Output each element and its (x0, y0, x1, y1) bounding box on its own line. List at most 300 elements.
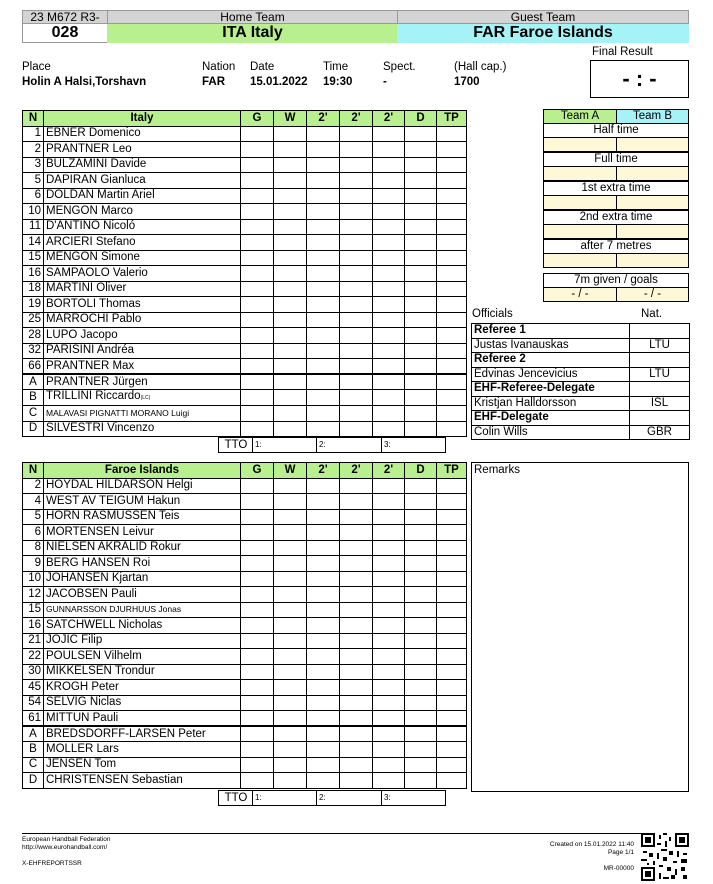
stat-cell-2min-2 (340, 219, 373, 235)
player-name (44, 680, 241, 696)
player-row (23, 343, 467, 359)
stat-cell-2min-3 (373, 142, 405, 158)
stat-cell-2min-2 (340, 173, 373, 189)
score-period-label: Full time (543, 152, 689, 167)
player-number: 11 (23, 219, 44, 235)
stat-cell-2min-3 (373, 556, 405, 572)
stat-cell-w (274, 142, 307, 158)
date-label: Date (250, 61, 275, 73)
home-team-label: Home Team (107, 10, 398, 24)
stat-cell-2min-1 (307, 509, 340, 525)
tto-slot-2: 2: (316, 438, 381, 452)
stat-cell-2min-2 (340, 540, 373, 556)
player-row (23, 633, 467, 649)
stat-cell-2min-3 (373, 266, 405, 282)
stat-cell-tp (437, 188, 467, 204)
player-row (23, 359, 467, 375)
stat-cell-d (405, 312, 437, 328)
stat-cell-g (241, 540, 274, 556)
player-row (23, 680, 467, 696)
official-nationality: LTU (630, 338, 690, 353)
stat-cell-2min-2 (340, 494, 373, 510)
stat-cell-2min-2 (340, 556, 373, 572)
player-number: 14 (23, 235, 44, 251)
stat-cell-g (241, 556, 274, 572)
stat-cell-g (241, 726, 274, 742)
stat-cell-tp (437, 421, 467, 437)
stat-cell-2min-1 (307, 312, 340, 328)
stat-cell-w (274, 374, 307, 390)
stat-cell-2min-2 (340, 649, 373, 665)
player-name (44, 219, 241, 235)
stat-cell-g (241, 587, 274, 603)
stat-cell-tp (437, 773, 467, 789)
stat-cell-g (241, 680, 274, 696)
stat-cell-2min-1 (307, 250, 340, 266)
player-name (44, 618, 241, 634)
stat-cell-2min-1 (307, 204, 340, 220)
player-number: 9 (23, 556, 44, 572)
hallcap-label: (Hall cap.) (454, 61, 507, 73)
stat-cell-d (405, 540, 437, 556)
team-b-header-row (23, 463, 467, 479)
stat-cell-2min-3 (373, 726, 405, 742)
name-text: JENSEN Tom (46, 758, 117, 771)
player-name (44, 188, 241, 204)
player-name (44, 173, 241, 189)
spect-value: - (383, 76, 387, 88)
player-number: 5 (23, 509, 44, 525)
official-role-row (472, 353, 690, 368)
nationality-label: Nat. (641, 308, 663, 320)
stat-cell-2min-2 (340, 250, 373, 266)
team-b-tto-row (218, 790, 446, 806)
stat-cell-tp (437, 726, 467, 742)
name-text: MITTUN Pauli (46, 711, 119, 724)
name-text: PARISINI Andréa (46, 344, 134, 357)
spect-label: Spect. (383, 61, 416, 73)
stat-cell-d (405, 618, 437, 634)
score-period-label: Half time (543, 123, 689, 138)
stat-cell-tp (437, 556, 467, 572)
stat-cell-tp (437, 509, 467, 525)
stat-cell-2min-3 (373, 374, 405, 390)
official-letter: B (23, 742, 44, 758)
team-b-name: Faroe Islands (44, 463, 241, 479)
stat-cell-2min-3 (373, 602, 405, 618)
stat-cell-2min-3 (373, 571, 405, 587)
stat-cell-2min-3 (373, 478, 405, 494)
stat-cell-w (274, 649, 307, 665)
stat-cell-d (405, 556, 437, 572)
player-number: 6 (23, 188, 44, 204)
stat-cell-2min-2 (340, 235, 373, 251)
footer-report-id: X-EHFREPORTSSR (22, 860, 82, 867)
player-number: 6 (23, 525, 44, 541)
name-text: KROGH Peter (46, 680, 119, 693)
name-text: NIELSEN AKRALID Rokur (46, 541, 181, 554)
name-text: JOHANSEN Kjartan (46, 572, 149, 585)
name-text: LUPO Jacopo (46, 328, 118, 341)
player-number: 5 (23, 173, 44, 189)
official-person-row (472, 396, 690, 411)
team-official-row (23, 374, 467, 390)
stat-cell-tp (437, 250, 467, 266)
stat-cell-g (241, 757, 274, 773)
player-row (23, 235, 467, 251)
player-name (44, 266, 241, 282)
stat-cell-2min-2 (340, 281, 373, 297)
official-letter: A (23, 374, 44, 390)
player-name (44, 343, 241, 359)
stat-cell-d (405, 757, 437, 773)
stat-cell-2min-3 (373, 711, 405, 727)
stat-cell-2min-1 (307, 633, 340, 649)
stat-cell-2min-1 (307, 359, 340, 375)
stat-cell-w (274, 587, 307, 603)
stat-cell-d (405, 204, 437, 220)
stat-cell-d (405, 571, 437, 587)
stat-cell-w (274, 556, 307, 572)
score-team-b-cell (616, 195, 689, 210)
stat-cell-2min-1 (307, 219, 340, 235)
stat-cell-2min-2 (340, 773, 373, 789)
name-text: PRANTNER Leo (46, 142, 132, 155)
name-text: SILVESTRI Vincenzo (46, 422, 155, 435)
name-text: GUNNARSSON DJURHUUS Jonas (46, 604, 182, 615)
team-official-row (23, 406, 467, 422)
player-number: 19 (23, 297, 44, 313)
stat-cell-tp (437, 328, 467, 344)
stat-cell-d (405, 235, 437, 251)
player-number: 15 (23, 250, 44, 266)
stat-cell-2min-3 (373, 525, 405, 541)
player-row (23, 328, 467, 344)
player-row (23, 297, 467, 313)
stat-cell-2min-3 (373, 695, 405, 711)
stat-cell-2min-3 (373, 664, 405, 680)
team-official-row (23, 742, 467, 758)
stat-cell-2min-3 (373, 494, 405, 510)
seven-m-team-a: - / - (543, 287, 617, 302)
name-text: BREDSDORFF-LARSEN Peter (46, 727, 206, 740)
player-number: 1 (23, 126, 44, 142)
tto-slot-3: 3: (381, 791, 446, 805)
score-period-label: 2nd extra time (543, 210, 689, 225)
col-w: W (274, 463, 307, 479)
stat-cell-d (405, 343, 437, 359)
stat-cell-g (241, 633, 274, 649)
date-value: 15.01.2022 (250, 76, 308, 88)
official-nationality (630, 324, 690, 339)
player-row (23, 664, 467, 680)
stat-cell-w (274, 157, 307, 173)
stat-cell-2min-3 (373, 406, 405, 422)
stat-cell-2min-3 (373, 343, 405, 359)
stat-cell-2min-3 (373, 509, 405, 525)
stat-cell-2min-2 (340, 328, 373, 344)
official-role-row (472, 324, 690, 339)
footer-org: European Handball Federation (22, 836, 111, 843)
stat-cell-g (241, 421, 274, 437)
seven-m-team-b: - / - (616, 287, 689, 302)
stat-cell-2min-1 (307, 726, 340, 742)
stat-cell-g (241, 571, 274, 587)
stat-cell-2min-2 (340, 680, 373, 696)
player-row (23, 649, 467, 665)
stat-cell-tp (437, 494, 467, 510)
score-team-a-cell (543, 166, 617, 181)
player-row (23, 173, 467, 189)
player-name (44, 633, 241, 649)
stat-cell-w (274, 602, 307, 618)
score-team-b-cell (616, 224, 689, 239)
stat-cell-2min-2 (340, 525, 373, 541)
stat-cell-2min-2 (340, 726, 373, 742)
stat-cell-w (274, 494, 307, 510)
name-text: MENGON Simone (46, 251, 140, 264)
player-row (23, 571, 467, 587)
official-letter: A (23, 726, 44, 742)
stat-cell-d (405, 390, 437, 406)
stat-cell-d (405, 478, 437, 494)
player-number: 30 (23, 664, 44, 680)
stat-cell-w (274, 359, 307, 375)
name-text: PRANTNER Jürgen (46, 375, 148, 388)
stat-cell-2min-1 (307, 421, 340, 437)
player-name (44, 281, 241, 297)
name-text: MENGON Marco (46, 204, 133, 217)
player-name (44, 695, 241, 711)
home-team-name: ITA Italy (107, 24, 398, 43)
stat-cell-2min-1 (307, 618, 340, 634)
stat-cell-2min-1 (307, 374, 340, 390)
player-row (23, 312, 467, 328)
official-name (44, 773, 241, 789)
name-text: MIKKELSEN Trondur (46, 665, 155, 678)
stat-cell-tp (437, 173, 467, 189)
stat-cell-2min-3 (373, 126, 405, 142)
stat-cell-g (241, 695, 274, 711)
footer-url[interactable]: http://www.eurohandball.com/ (22, 844, 108, 851)
score-team-b-cell (616, 137, 689, 152)
player-number: 10 (23, 571, 44, 587)
guest-team-name: FAR Faroe Islands (397, 24, 689, 43)
stat-cell-2min-1 (307, 602, 340, 618)
player-name (44, 711, 241, 727)
stat-cell-2min-2 (340, 312, 373, 328)
stat-cell-2min-1 (307, 328, 340, 344)
officials-label: Officials (472, 308, 513, 320)
place-value: Holin A Halsi,Torshavn (22, 76, 147, 88)
tto-label: TTO (224, 792, 248, 804)
score-team-b-cell (616, 253, 689, 268)
player-name (44, 602, 241, 618)
stat-cell-2min-2 (340, 757, 373, 773)
stat-cell-tp (437, 695, 467, 711)
stat-cell-2min-3 (373, 359, 405, 375)
name-text: TRILLINI Riccardo (46, 390, 141, 402)
stat-cell-g (241, 126, 274, 142)
name-text: CHRISTENSEN Sebastian (46, 773, 183, 786)
stat-cell-2min-1 (307, 525, 340, 541)
name-text: DOLDAN Martin Ariel (46, 189, 155, 202)
stat-cell-w (274, 726, 307, 742)
score-team-a-cell (543, 253, 617, 268)
official-letter: D (23, 773, 44, 789)
stat-cell-d (405, 266, 437, 282)
stat-cell-tp (437, 618, 467, 634)
stat-cell-tp (437, 312, 467, 328)
stat-cell-d (405, 525, 437, 541)
official-nationality (630, 353, 690, 368)
stat-cell-2min-2 (340, 633, 373, 649)
player-number: 16 (23, 266, 44, 282)
player-name (44, 250, 241, 266)
stat-cell-g (241, 266, 274, 282)
tto-slot-2: 2: (316, 791, 381, 805)
stat-cell-w (274, 173, 307, 189)
official-name (44, 726, 241, 742)
col-2min-2: 2' (340, 463, 373, 479)
stat-cell-g (241, 312, 274, 328)
official-letter: D (23, 421, 44, 437)
stat-cell-d (405, 773, 437, 789)
stat-cell-2min-1 (307, 188, 340, 204)
col-d: D (405, 463, 437, 479)
stat-cell-g (241, 297, 274, 313)
name-text: SAMPAOLO Valerio (46, 266, 148, 279)
player-name (44, 157, 241, 173)
stat-cell-g (241, 618, 274, 634)
stat-cell-2min-1 (307, 711, 340, 727)
player-row (23, 618, 467, 634)
stat-cell-2min-1 (307, 540, 340, 556)
name-text: EBNER Domenico (46, 127, 141, 140)
stat-cell-2min-2 (340, 695, 373, 711)
team-b-table (22, 462, 467, 789)
player-number: 3 (23, 157, 44, 173)
name-text: MARROCHI Pablo (46, 313, 142, 326)
official-role-row (472, 411, 690, 426)
officials-table (471, 323, 690, 440)
stat-cell-2min-1 (307, 142, 340, 158)
stat-cell-g (241, 602, 274, 618)
stat-cell-2min-1 (307, 343, 340, 359)
team-official-row (23, 421, 467, 437)
stat-cell-2min-2 (340, 478, 373, 494)
col-2min-1: 2' (307, 463, 340, 479)
stat-cell-d (405, 726, 437, 742)
player-name (44, 478, 241, 494)
player-row (23, 219, 467, 235)
team-a-tto-row (218, 437, 446, 453)
stat-cell-tp (437, 374, 467, 390)
official-person-name: Justas Ivanauskas (472, 338, 630, 353)
player-row (23, 587, 467, 603)
stat-cell-w (274, 188, 307, 204)
stat-cell-2min-2 (340, 374, 373, 390)
stat-cell-w (274, 664, 307, 680)
place-label: Place (22, 61, 51, 73)
player-number: 32 (23, 343, 44, 359)
stat-cell-g (241, 509, 274, 525)
tto-slot-3: 3: (381, 438, 446, 452)
final-result-label: Final Result (592, 46, 653, 58)
stat-cell-2min-1 (307, 157, 340, 173)
stat-cell-w (274, 773, 307, 789)
remarks-box (471, 462, 689, 792)
player-number: 61 (23, 711, 44, 727)
match-code: 23 M672 R3- (22, 10, 108, 24)
stat-cell-tp (437, 757, 467, 773)
stat-cell-w (274, 757, 307, 773)
player-row (23, 204, 467, 220)
player-row (23, 509, 467, 525)
stat-cell-2min-2 (340, 390, 373, 406)
stat-cell-2min-3 (373, 188, 405, 204)
player-name (44, 328, 241, 344)
official-nationality (630, 382, 690, 397)
team-official-row (23, 773, 467, 789)
footer-mr: MR-00000 (603, 865, 634, 872)
stat-cell-d (405, 297, 437, 313)
stat-cell-w (274, 312, 307, 328)
footer-created: Created on 15.01.2022 11:40 (549, 841, 634, 848)
official-person-name: Kristjan Halldorsson (472, 396, 630, 411)
score-period-label: after 7 metres (543, 239, 689, 254)
player-row (23, 478, 467, 494)
name-text: JACOBSEN Pauli (46, 587, 137, 600)
player-number: 10 (23, 204, 44, 220)
player-name (44, 664, 241, 680)
stat-cell-tp (437, 602, 467, 618)
stat-cell-g (241, 359, 274, 375)
stat-cell-tp (437, 742, 467, 758)
player-name (44, 142, 241, 158)
team-a-table (22, 110, 467, 437)
stat-cell-w (274, 680, 307, 696)
footer-rule (22, 833, 689, 834)
name-text: JOJIC Filip (46, 634, 103, 647)
stat-cell-2min-2 (340, 359, 373, 375)
name-text: HORN RASMUSSEN Teis (46, 510, 180, 523)
stat-cell-g (241, 219, 274, 235)
stat-cell-w (274, 695, 307, 711)
stat-cell-2min-3 (373, 173, 405, 189)
player-name (44, 235, 241, 251)
name-text: DAPIRAN Gianluca (46, 173, 146, 186)
stat-cell-tp (437, 406, 467, 422)
tto-label: TTO (224, 439, 248, 451)
stat-cell-2min-1 (307, 649, 340, 665)
official-nationality: GBR (630, 425, 690, 440)
guest-team-label: Guest Team (397, 10, 689, 24)
stat-cell-2min-3 (373, 618, 405, 634)
stat-cell-2min-3 (373, 680, 405, 696)
stat-cell-2min-2 (340, 711, 373, 727)
name-text: D'ANTINO Nicoló (46, 220, 136, 233)
time-value: 19:30 (323, 76, 353, 88)
stat-cell-2min-1 (307, 266, 340, 282)
hallcap-value: 1700 (454, 76, 480, 88)
official-role: EHF-Delegate (472, 411, 630, 426)
player-row (23, 250, 467, 266)
stat-cell-2min-2 (340, 297, 373, 313)
name-text: MARTINI Oliver (46, 282, 127, 295)
seven-m-label: 7m given / goals (543, 273, 689, 288)
stat-cell-w (274, 250, 307, 266)
